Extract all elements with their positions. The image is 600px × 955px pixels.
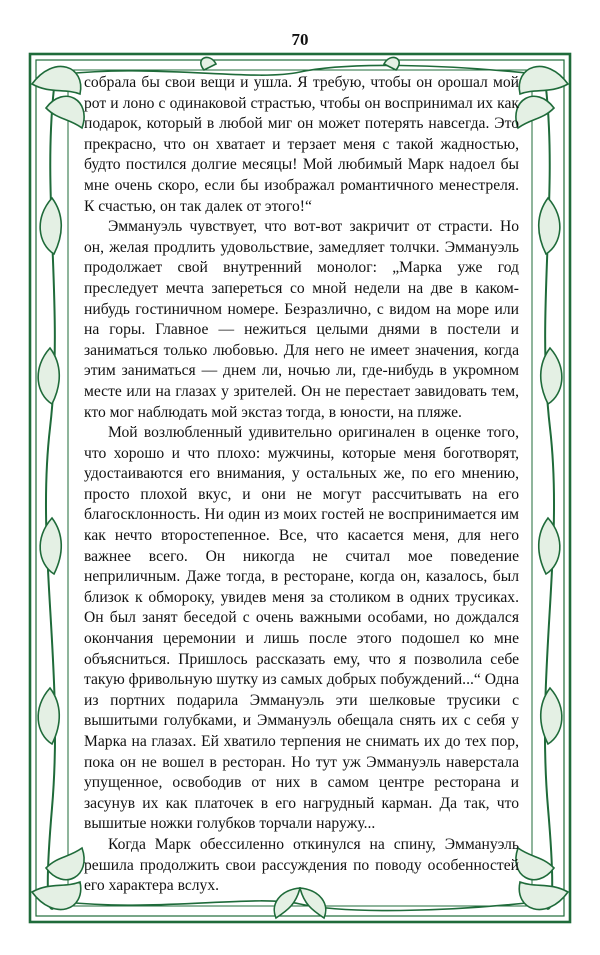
- paragraph: Когда Марк обессиленно откинулся на спину, Эммануэль решила продолжить свои рассуждения по поводу особенностей его характера вслух.: [84, 835, 519, 895]
- paragraph: Эммануэль чувствует, что вот-вот закричит от страсти. Но он, желая продлить удовольствие, замедляет толчки. Эммануэль продолжает свой внутренний монолог: „Марка уже год преследует мечта запереться со мной недели на две в каком-нибудь гостиничном номере. Безразлично, с видом на море или на горы. Главное — нежиться целыми днями в постели и заниматься только любовью. Для него не имеет значения, когда этим заниматься — днем ли, ночью ли, где-нибудь в укромном месте или на глазах у зрителей. Он не перестает завидовать тем, кто мог наблюдать мой экстаз тогда, в юности, на пляже.: [84, 218, 519, 421]
- body-text: [84, 73, 519, 897]
- page-number: 70: [291, 30, 309, 49]
- paragraph: Мой возлюбленный удивительно оригинален в оценке того, что хорошо и что плохо: мужчины, которые меня боготворят, удостаиваются его внимания, у остальных же, по его мнению, просто плохой вкус, и они не могут рассчитывать на его благосклонность. Ни один из моих гостей не воспринимается им как нечто второстепенное. Все, что касается меня, для него важнее всего. Он никогда не считал мое поведение неприличным. Даже тогда, в ресторане, когда он, казалось, был близок к обмороку, увидев меня за столиком в одних трусиках. Он был занят беседой с очень важными особами, но дождался окончания церемонии и лишь после этого подошел ко мне объясниться. Пришлось рассказать ему, что я позволила себе такую фривольную шутку из самых добрых побуждений...“ Одна из портних подарила Эммануэль эти шелковые трусики с вышитыми голубками, и Эммануэль обещала снять их с себя у Марка на глазах. Ей хватило терпения не снимать их до тех пор, пока он не вошел в ресторан. Но тут уж Эммануэль наверстала упущенное, освободив от них в самом центре ресторана и засунув их как платочек в его нагрудный карман. Да так, что вышитые ножки голубков торчали наружу...: [84, 424, 519, 833]
- paragraph: собрала бы свои вещи и ушла. Я требую, чтобы он орошал мой рот и лоно с одинаковой страстью, чтобы он воспринимал их как подарок, который в любой миг он может потерять навсегда. Это прекрасно, что он хватает и терзает меня с такой жадностью, будто постился долгие месяцы! Мой любимый Марк надоел бы мне очень скоро, если бы изображал романтичного менестреля. К счастью, он так далек от этого!“: [84, 74, 519, 215]
